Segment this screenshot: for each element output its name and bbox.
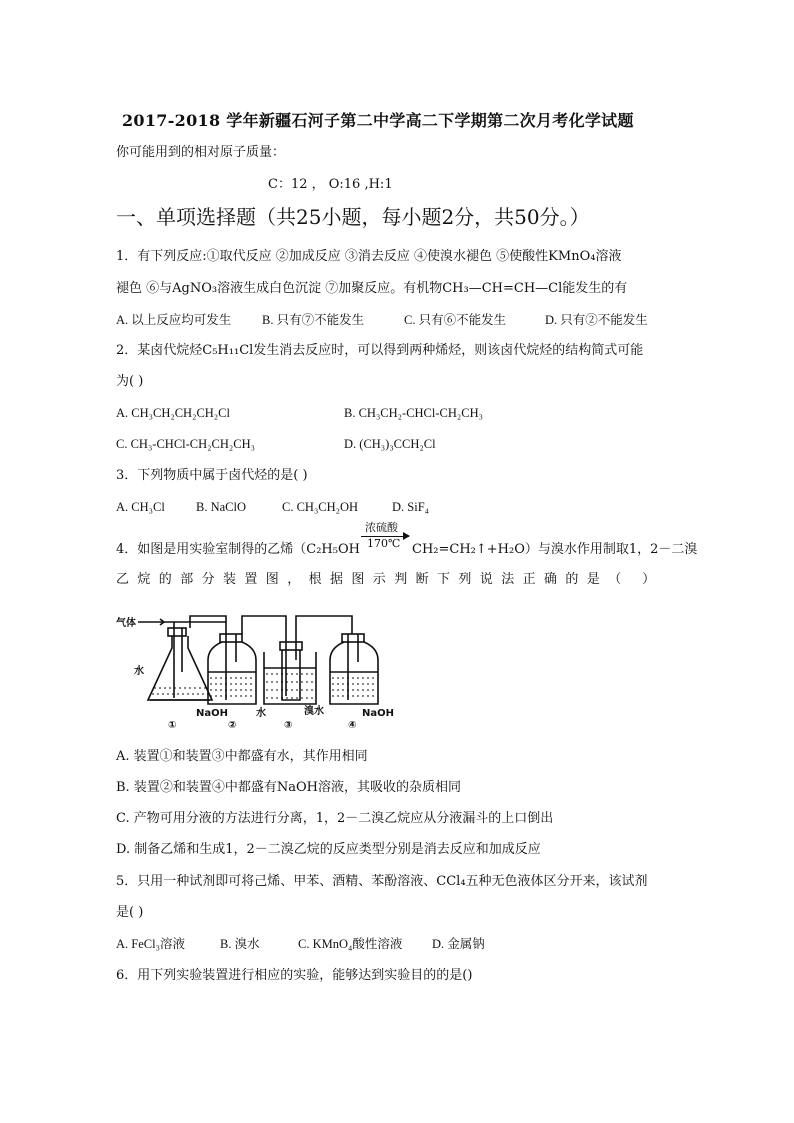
q3-option-c: C. CH₃CH₂OH xyxy=(282,500,359,514)
arrow-head-icon xyxy=(403,532,410,540)
q6-line1: 6．用下列实验装置进行相应的实验，能够达到实验目的的是() xyxy=(116,968,473,983)
q5-option-c: C. KMnO₄酸性溶液 xyxy=(298,937,403,951)
q4-option-b: B. 装置②和装置④中都盛有NaOH溶液，其吸收的杂质相同 xyxy=(116,780,461,795)
label-water-3: 水 xyxy=(256,708,266,719)
q5-option-b: B. 溴水 xyxy=(220,937,260,951)
q3-option-b: B. NaClO xyxy=(196,500,246,514)
label-water-1: 水 xyxy=(134,666,144,677)
q2-option-d: D. (CH₃)₃CCH₂Cl xyxy=(344,437,436,451)
q5-option-a: A. FeCl₃溶液 xyxy=(116,937,185,951)
q1-option-b: B. 只有⑦不能发生 xyxy=(262,313,365,327)
atomic-mass-intro: 你可能用到的相对原子质量： xyxy=(116,145,286,160)
label-num4: ④ xyxy=(348,720,357,730)
q4-option-d: D. 制备乙烯和生成1，2－二溴乙烷的反应类型分别是消去反应和加成反应 xyxy=(116,842,541,857)
q2-line2: 为( ) xyxy=(116,374,144,389)
q5-option-d: D. 金属钠 xyxy=(432,937,485,951)
q1-option-d: D. 只有②不能发生 xyxy=(545,313,648,327)
q2-option-b: B. CH₃CH₂-CHCl-CH₂CH₃ xyxy=(344,406,483,420)
q1-line2: 褪色 ⑥与AgNO₃溶液生成白色沉淀 ⑦加聚反应。有机物CH₃—CH=CH—Cl能发生的有 xyxy=(116,281,628,296)
label-num3: ③ xyxy=(284,720,293,730)
q2-option-a: A. CH₃CH₂CH₂CH₂Cl xyxy=(116,406,230,420)
q1-line1: 1．有下列反应:①取代反应 ②加成反应 ③消去反应 ④使溴水褪色 ⑤使酸性KMnO₄溶液 xyxy=(116,249,622,264)
label-naoh-4: NaOH xyxy=(362,708,394,719)
q3-option-a: A. CH₃Cl xyxy=(116,500,165,514)
q4-line2: 乙烷的部分装置图，根据图示判断下列说法正确的是（ ） xyxy=(116,572,664,587)
section-heading: 一、单项选择题（共25小题，每小题2分，共50分。） xyxy=(116,205,590,229)
q2-option-c: C. CH₃-CHCl-CH₂CH₂CH₃ xyxy=(116,437,255,451)
label-bromine-water: 溴水 xyxy=(304,706,324,717)
label-num2: ② xyxy=(228,720,237,730)
q4-option-a: A. 装置①和装置③中都盛有水，其作用相同 xyxy=(116,749,368,764)
label-num1: ① xyxy=(168,720,177,730)
q5-line2: 是( ) xyxy=(116,905,144,920)
reaction-arrow xyxy=(361,522,411,552)
page-title: 2017-2018 学年新疆石河子第二中学高二下学期第二次月考化学试题 xyxy=(122,111,634,130)
q4-line1-post: CH₂=CH₂↑+H₂O）与溴水作用制取1，2－二溴 xyxy=(412,542,698,557)
arrow-condition-temperature: 170℃ xyxy=(367,537,401,550)
q1-option-a: A. 以上反应均可发生 xyxy=(116,313,232,327)
q5-line1: 5．只用一种试剂即可将己烯、甲苯、酒精、苯酚溶液、CCl₄五种无色液体区分开来，该试剂 xyxy=(116,874,648,889)
label-gas: 气体 xyxy=(116,618,136,629)
atomic-masses: C：12 ， O:16 ,H:1 xyxy=(268,177,393,192)
q1-option-c: C. 只有⑥不能发生 xyxy=(404,313,507,327)
q3-option-d: D. SiF₄ xyxy=(392,500,430,514)
q2-line1: 2．某卤代烷烃C₅H₁₁Cl发生消去反应时，可以得到两种烯烃，则该卤代烷烃的结构简式可能 xyxy=(116,343,644,358)
q4-option-c: C. 产物可用分液的方法进行分离，1，2－二溴乙烷应从分液漏斗的上口倒出 xyxy=(116,811,554,826)
label-naoh-2: NaOH xyxy=(196,708,228,719)
arrow-condition-catalyst: 浓硫酸 xyxy=(365,521,398,534)
q3-line1: 3．下列物质中属于卤代烃的是( ) xyxy=(116,468,308,483)
q4-line1-pre: 4．如图是用实验室制得的乙烯（C₂H₅OH xyxy=(116,542,360,557)
apparatus-figure xyxy=(116,612,396,730)
